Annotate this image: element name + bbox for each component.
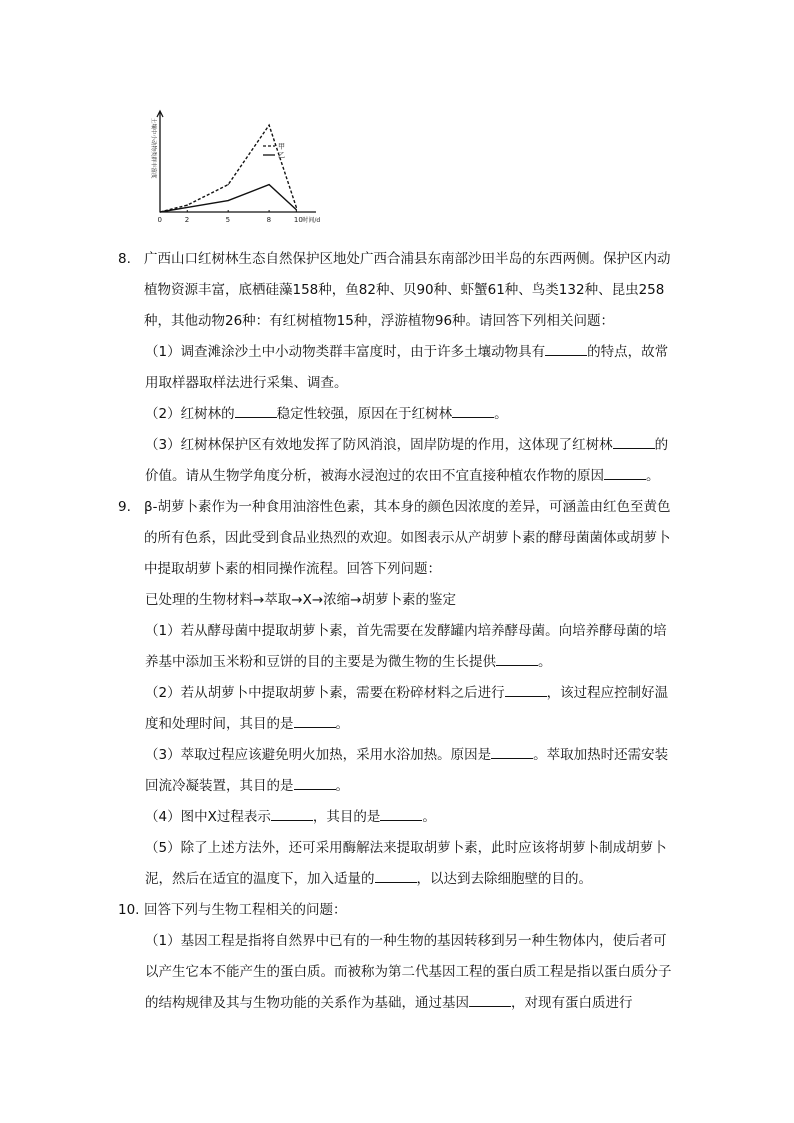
question-10 [118,895,680,1019]
question-8 [118,244,680,492]
sub-question: （3）红树林保护区有效地发挥了防风消浪，固岸防堤的作用，这体现了红树林 的价值。请从生物学角度分析，被海水浸泡过的农田不宜直接种植农作物的原因 。 [118,430,680,492]
process-flow: 已处理的生物材料→萃取→X→浓缩→胡萝卜素的鉴定 [145,592,456,608]
answer-blank[interactable] [491,744,533,759]
answer-blank[interactable] [235,403,277,418]
x-tick-label: 10 [293,216,303,224]
x-tick-label: 2 [184,216,190,224]
questions-container [118,244,680,1019]
question-number: 10. [118,902,140,918]
data-point [187,207,188,208]
legend-label: 甲 [278,142,285,151]
data-point [268,125,269,126]
data-point [187,205,188,206]
data-point [268,184,269,185]
answer-blank[interactable] [294,713,336,728]
series-line-jia [160,125,296,212]
question-stem: β-胡萝卜素作为一种食用油溶性色素，其本身的颜色因浓度的差异，可涵盖由红色至黄色的所有色系，因此受到食品业热烈的欢迎。如图表示从产胡萝卜素的酵母菌菌体或胡萝卜中提取胡萝卜素的相同操作流程。回答下列问题： [144,499,671,577]
chart-svg [140,108,330,230]
sub-question: （2）若从胡萝卜中提取胡萝卜素，需要在粉碎材料之后进行 ，该过程应控制好温度和处理时间，其目的是 。 [118,678,680,740]
sub-question: （2）红树林的 稳定性较强，原因在于红树林 。 [118,399,680,430]
answer-blank[interactable] [505,682,547,697]
question-stem: 回答下列与生物工程相关的问题： [144,902,347,918]
answer-blank[interactable] [613,434,655,449]
answer-blank[interactable] [375,868,417,883]
data-point [228,184,229,185]
data-point [159,211,160,212]
answer-blank[interactable] [496,651,538,666]
answer-blank[interactable] [380,806,422,821]
answer-blank[interactable] [271,806,313,821]
question-number: 9. [118,499,131,515]
data-point [228,200,229,201]
answer-blank[interactable] [294,775,336,790]
sub-question: （3）萃取过程应该避免明火加热，采用水浴加热。原因是 。萃取加热时还需安装回流冷凝装置，其目的是 。 [118,740,680,802]
y-axis-label: 土壤中小动物类群丰富度 [150,118,156,179]
x-tick-label: 8 [266,216,272,224]
x-axis-label: 时间/d [302,217,321,224]
sub-question: （1）若从酵母菌中提取胡萝卜素，首先需要在发酵罐内培养酵母菌。向培养酵母菌的培养基中添加玉米粉和豆饼的目的主要是为微生物的生长提供 。 [145,623,667,670]
question-9 [118,492,680,895]
legend-label: 乙 [278,151,285,160]
answer-blank[interactable] [545,341,587,356]
richness-line-chart [140,108,330,230]
sub-question: （4）图中X过程表示 ，其目的是 。 [118,802,680,833]
sub-question: （5）除了上述方法外，还可采用酶解法来提取胡萝卜素，此时应该将胡萝卜制成胡萝卜泥，然后在适宜的温度下，加入适量的 ，以达到去除细胞壁的目的。 [145,840,667,887]
question-stem: 广西山口红树林生态自然保护区地处广西合浦县东南部沙田半岛的东西两侧。保护区内动植物资源丰富，底栖硅藻158种，鱼82种、贝90种、虾蟹61种、鸟类132种、昆虫258种，其他动物26种：有红树植物15种，浮游植物96种。请回答下列相关问题： [144,251,671,329]
sub-question: （1）调查滩涂沙土中小动物类群丰富度时，由于许多土壤动物具有 的特点，故常用取样器取样法进行采集、调查。 [118,337,680,399]
x-tick-label: 0 [157,216,162,224]
question-number: 8. [118,251,131,267]
series-line-yi [160,185,296,212]
x-tick-label: 5 [225,216,231,224]
answer-blank[interactable] [469,992,511,1007]
data-point [296,209,297,210]
answer-blank[interactable] [604,465,646,480]
sub-question: （1）基因工程是指将自然界中已有的一种生物的基因转移到另一种生物体内，使后者可以产生它本不能产生的蛋白质。而被称为第二代基因工程的蛋白质工程是指以蛋白质分子的结构规律及其与生物功能的关系作为基础，通过基因 ，对现有蛋白质进行 [145,933,672,1011]
answer-blank[interactable] [452,403,494,418]
data-point [296,207,297,208]
